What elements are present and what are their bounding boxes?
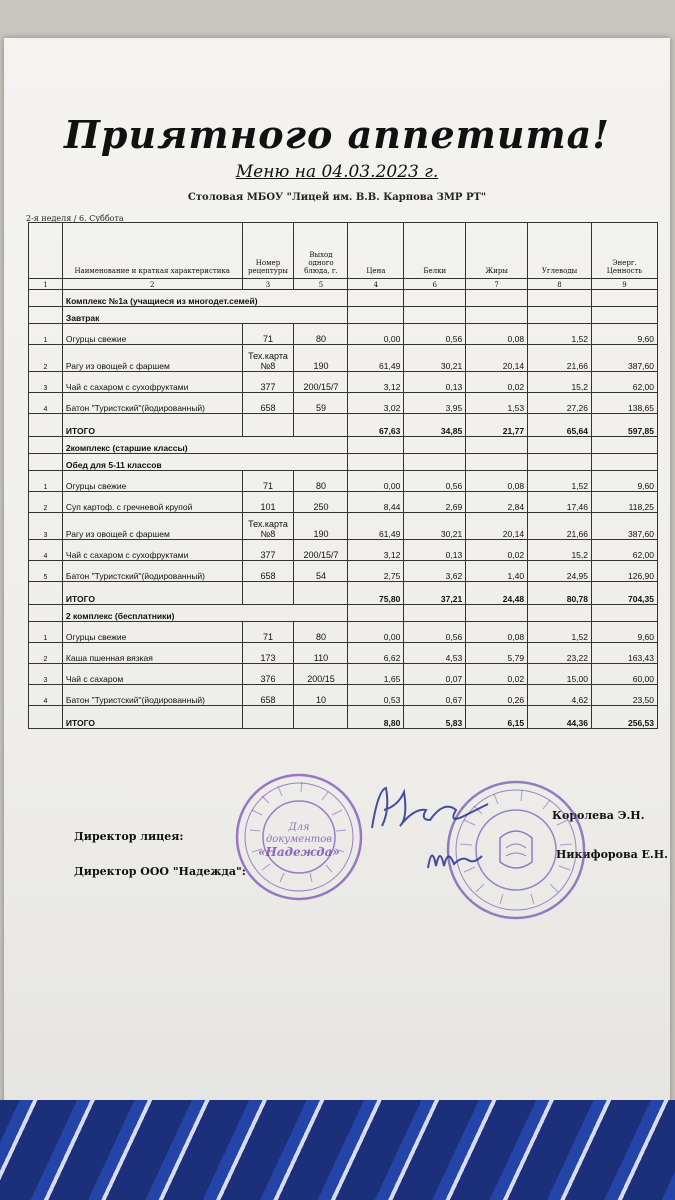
item-fat: 1,53 xyxy=(466,393,528,414)
item-portion: 54 xyxy=(294,561,348,582)
item-price: 0,00 xyxy=(348,622,404,643)
item-number: 1 xyxy=(29,622,63,643)
item-energy: 9,60 xyxy=(592,324,658,345)
item-fat: 0,08 xyxy=(466,622,528,643)
row-index-cell xyxy=(29,605,63,622)
item-energy: 9,60 xyxy=(592,471,658,492)
empty-cell xyxy=(528,605,592,622)
item-name: Чай с сахаром xyxy=(62,664,242,685)
item-price: 0,00 xyxy=(348,324,404,345)
empty-cell xyxy=(348,437,404,454)
item-recipe: 658 xyxy=(242,685,294,706)
item-carbs: 23,22 xyxy=(528,643,592,664)
header-name: Наименование и краткая характеристика xyxy=(62,223,242,279)
page-title: Приятного аппетита! xyxy=(64,112,610,157)
section-complex-title: Комплекс №1а (учащиеся из многодет.семей) xyxy=(62,290,348,307)
empty-cell xyxy=(294,582,348,605)
item-name: Огурцы свежие xyxy=(62,622,242,643)
item-carbs: 15,2 xyxy=(528,540,592,561)
item-fat: 0,02 xyxy=(466,372,528,393)
table-row xyxy=(29,664,658,685)
item-portion: 190 xyxy=(294,345,348,372)
empty-cell xyxy=(528,437,592,454)
total-label: ИТОГО xyxy=(62,706,242,729)
column-number: 1 xyxy=(29,279,63,290)
table-row xyxy=(29,492,658,513)
item-protein: 0,13 xyxy=(404,540,466,561)
section-complex-row xyxy=(29,605,658,622)
section-complex-row xyxy=(29,437,658,454)
total-energy: 256,53 xyxy=(592,706,658,729)
row-index-cell xyxy=(29,437,63,454)
item-fat: 0,08 xyxy=(466,471,528,492)
item-energy: 23,50 xyxy=(592,685,658,706)
empty-cell xyxy=(466,605,528,622)
item-carbs: 17,46 xyxy=(528,492,592,513)
item-price: 0,53 xyxy=(348,685,404,706)
item-number: 1 xyxy=(29,471,63,492)
director-lyceum-name: Королева Э.Н. xyxy=(552,809,645,822)
empty-cell xyxy=(242,582,294,605)
item-energy: 138,65 xyxy=(592,393,658,414)
item-name: Чай с сахаром с сухофруктами xyxy=(62,372,242,393)
column-number: 6 xyxy=(404,279,466,290)
empty-cell xyxy=(348,605,404,622)
column-number-row xyxy=(29,279,658,290)
table-row xyxy=(29,685,658,706)
empty-cell xyxy=(242,706,294,729)
header-price: Цена xyxy=(348,223,404,279)
empty-cell xyxy=(404,605,466,622)
item-price: 8,44 xyxy=(348,492,404,513)
item-number: 2 xyxy=(29,345,63,372)
table-row xyxy=(29,561,658,582)
item-recipe: 71 xyxy=(242,324,294,345)
total-protein: 34,85 xyxy=(404,414,466,437)
item-name: Батон "Туристский"(йодированный) xyxy=(62,685,242,706)
row-index-cell xyxy=(29,706,63,729)
column-number: 9 xyxy=(592,279,658,290)
empty-cell xyxy=(404,437,466,454)
item-carbs: 24,95 xyxy=(528,561,592,582)
empty-cell xyxy=(348,307,404,324)
item-carbs: 27,26 xyxy=(528,393,592,414)
table-header-row xyxy=(29,223,658,279)
header-index xyxy=(29,223,63,279)
total-carbs: 44,36 xyxy=(528,706,592,729)
empty-cell xyxy=(404,454,466,471)
section-complex-row xyxy=(29,290,658,307)
total-protein: 5,83 xyxy=(404,706,466,729)
item-name: Чай с сахаром с сухофруктами xyxy=(62,540,242,561)
total-price: 67,63 xyxy=(348,414,404,437)
item-carbs: 1,52 xyxy=(528,622,592,643)
item-protein: 30,21 xyxy=(404,513,466,540)
total-fat: 21,77 xyxy=(466,414,528,437)
item-fat: 0,26 xyxy=(466,685,528,706)
item-energy: 387,60 xyxy=(592,513,658,540)
item-price: 6,62 xyxy=(348,643,404,664)
item-protein: 0,67 xyxy=(404,685,466,706)
table-row xyxy=(29,643,658,664)
menu-table xyxy=(28,222,658,729)
total-row xyxy=(29,582,658,605)
item-fat: 0,02 xyxy=(466,664,528,685)
item-fat: 20,14 xyxy=(466,513,528,540)
table-row xyxy=(29,471,658,492)
empty-cell xyxy=(294,706,348,729)
total-energy: 704,35 xyxy=(592,582,658,605)
column-number: 2 xyxy=(62,279,242,290)
item-price: 1,65 xyxy=(348,664,404,685)
item-price: 61,49 xyxy=(348,345,404,372)
item-name: Батон "Туристский"(йодированный) xyxy=(62,561,242,582)
item-name: Батон "Туристский"(йодированный) xyxy=(62,393,242,414)
item-name: Огурцы свежие xyxy=(62,471,242,492)
row-index-cell xyxy=(29,582,63,605)
item-price: 3,12 xyxy=(348,372,404,393)
table-row xyxy=(29,393,658,414)
empty-cell xyxy=(404,307,466,324)
total-price: 75,80 xyxy=(348,582,404,605)
item-recipe: 71 xyxy=(242,471,294,492)
item-protein: 0,07 xyxy=(404,664,466,685)
item-number: 2 xyxy=(29,492,63,513)
row-index-cell xyxy=(29,414,63,437)
total-protein: 37,21 xyxy=(404,582,466,605)
item-energy: 62,00 xyxy=(592,540,658,561)
row-index-cell xyxy=(29,290,63,307)
item-energy: 118,25 xyxy=(592,492,658,513)
table-row xyxy=(29,622,658,643)
section-meal-title: Обед для 5-11 классов xyxy=(62,454,348,471)
column-number: 5 xyxy=(294,279,348,290)
empty-cell xyxy=(592,307,658,324)
item-carbs: 1,52 xyxy=(528,324,592,345)
empty-cell xyxy=(592,290,658,307)
item-recipe: 658 xyxy=(242,393,294,414)
empty-cell xyxy=(592,454,658,471)
item-number: 3 xyxy=(29,372,63,393)
item-number: 4 xyxy=(29,393,63,414)
header-fat: Жиры xyxy=(466,223,528,279)
item-carbs: 21,66 xyxy=(528,513,592,540)
empty-cell xyxy=(466,454,528,471)
item-recipe: 377 xyxy=(242,540,294,561)
item-energy: 163,43 xyxy=(592,643,658,664)
table-row xyxy=(29,324,658,345)
item-portion: 200/15 xyxy=(294,664,348,685)
director-lyceum-label: Директор лицея: xyxy=(74,830,184,843)
empty-cell xyxy=(592,437,658,454)
item-number: 2 xyxy=(29,643,63,664)
item-price: 3,12 xyxy=(348,540,404,561)
item-energy: 387,60 xyxy=(592,345,658,372)
item-fat: 5,79 xyxy=(466,643,528,664)
total-row xyxy=(29,414,658,437)
item-portion: 200/15/7 xyxy=(294,540,348,561)
item-number: 4 xyxy=(29,685,63,706)
director-company-name: Никифорова Е.Н. xyxy=(556,848,668,861)
total-carbs: 80,78 xyxy=(528,582,592,605)
total-fat: 24,48 xyxy=(466,582,528,605)
item-carbs: 15,2 xyxy=(528,372,592,393)
item-protein: 0,56 xyxy=(404,471,466,492)
item-carbs: 1,52 xyxy=(528,471,592,492)
item-number: 1 xyxy=(29,324,63,345)
item-portion: 110 xyxy=(294,643,348,664)
item-recipe: 658 xyxy=(242,561,294,582)
item-fat: 0,08 xyxy=(466,324,528,345)
company-stamp xyxy=(232,770,366,904)
item-portion: 190 xyxy=(294,513,348,540)
item-protein: 3,95 xyxy=(404,393,466,414)
item-carbs: 4,62 xyxy=(528,685,592,706)
item-recipe: 173 xyxy=(242,643,294,664)
item-portion: 80 xyxy=(294,622,348,643)
item-number: 3 xyxy=(29,513,63,540)
menu-date-text: Меню на 04.03.2023 г. xyxy=(235,162,439,182)
total-row xyxy=(29,706,658,729)
item-number: 4 xyxy=(29,540,63,561)
section-meal-row xyxy=(29,454,658,471)
row-index-cell xyxy=(29,307,63,324)
stamp-text-1: Для xyxy=(288,822,310,833)
table-row xyxy=(29,372,658,393)
item-protein: 0,56 xyxy=(404,622,466,643)
item-fat: 2,84 xyxy=(466,492,528,513)
column-number: 3 xyxy=(242,279,294,290)
item-protein: 0,56 xyxy=(404,324,466,345)
total-fat: 6,15 xyxy=(466,706,528,729)
signature-company xyxy=(422,838,492,878)
empty-cell xyxy=(466,290,528,307)
item-fat: 0,02 xyxy=(466,540,528,561)
item-number: 5 xyxy=(29,561,63,582)
empty-cell xyxy=(528,454,592,471)
item-number: 3 xyxy=(29,664,63,685)
item-name: Суп картоф. с гречневой крупой xyxy=(62,492,242,513)
item-portion: 80 xyxy=(294,471,348,492)
item-recipe: 71 xyxy=(242,622,294,643)
item-portion: 59 xyxy=(294,393,348,414)
signature-lyceum xyxy=(364,780,494,836)
section-complex-title: 2 комплекс (бесплатники) xyxy=(62,605,348,622)
item-portion: 80 xyxy=(294,324,348,345)
section-meal-row xyxy=(29,307,658,324)
total-carbs: 65,64 xyxy=(528,414,592,437)
column-number: 4 xyxy=(348,279,404,290)
row-index-cell xyxy=(29,454,63,471)
column-number: 7 xyxy=(466,279,528,290)
item-recipe: 377 xyxy=(242,372,294,393)
empty-cell xyxy=(294,414,348,437)
header-portion: Выход одного блюда, г. xyxy=(294,223,348,279)
header-energy: Энерг. Ценность xyxy=(592,223,658,279)
section-meal-title: Завтрак xyxy=(62,307,348,324)
item-protein: 30,21 xyxy=(404,345,466,372)
document-sheet xyxy=(4,38,670,1110)
table-row xyxy=(29,345,658,372)
director-company-label: Директор ООО "Надежда": xyxy=(74,865,246,878)
item-energy: 60,00 xyxy=(592,664,658,685)
item-energy: 126,90 xyxy=(592,561,658,582)
empty-cell xyxy=(348,454,404,471)
item-protein: 3,62 xyxy=(404,561,466,582)
item-carbs: 21,66 xyxy=(528,345,592,372)
item-price: 2,75 xyxy=(348,561,404,582)
item-price: 0,00 xyxy=(348,471,404,492)
column-number: 8 xyxy=(528,279,592,290)
item-recipe: Тех.карта №8 xyxy=(242,513,294,540)
item-recipe: 376 xyxy=(242,664,294,685)
empty-cell xyxy=(528,307,592,324)
item-name: Рагу из овощей с фаршем xyxy=(62,513,242,540)
menu-date xyxy=(4,162,670,182)
item-name: Каша пшенная вязкая xyxy=(62,643,242,664)
item-name: Огурцы свежие xyxy=(62,324,242,345)
item-portion: 10 xyxy=(294,685,348,706)
item-portion: 200/15/7 xyxy=(294,372,348,393)
table-row xyxy=(29,513,658,540)
item-recipe: Тех.карта №8 xyxy=(242,345,294,372)
item-name: Рагу из овощей с фаршем xyxy=(62,345,242,372)
header-recipe: Номер рецептуры xyxy=(242,223,294,279)
total-price: 8,80 xyxy=(348,706,404,729)
item-portion: 250 xyxy=(294,492,348,513)
menu-table-body xyxy=(29,223,658,729)
item-fat: 20,14 xyxy=(466,345,528,372)
item-price: 3,02 xyxy=(348,393,404,414)
empty-cell xyxy=(466,437,528,454)
item-fat: 1,40 xyxy=(466,561,528,582)
week-day-label: 2-я неделя / 6. Суббота xyxy=(26,214,124,223)
stamp-text-3: «Надежда» xyxy=(258,845,340,859)
empty-cell xyxy=(404,290,466,307)
item-energy: 62,00 xyxy=(592,372,658,393)
empty-cell xyxy=(528,290,592,307)
section-complex-title: 2комплекс (старшие классы) xyxy=(62,437,348,454)
empty-cell xyxy=(242,414,294,437)
empty-cell xyxy=(592,605,658,622)
item-protein: 0,13 xyxy=(404,372,466,393)
background-fabric xyxy=(0,1100,675,1200)
item-protein: 4,53 xyxy=(404,643,466,664)
item-energy: 9,60 xyxy=(592,622,658,643)
item-carbs: 15,00 xyxy=(528,664,592,685)
empty-cell xyxy=(348,290,404,307)
header-carbs: Углеводы xyxy=(528,223,592,279)
item-protein: 2,69 xyxy=(404,492,466,513)
organization-name: Столовая МБОУ "Лицей им. В.В. Карпова ЗМР РТ" xyxy=(187,192,487,203)
item-price: 61,49 xyxy=(348,513,404,540)
empty-cell xyxy=(466,307,528,324)
table-row xyxy=(29,540,658,561)
header-protein: Белки xyxy=(404,223,466,279)
total-label: ИТОГО xyxy=(62,414,242,437)
total-energy: 597,85 xyxy=(592,414,658,437)
total-label: ИТОГО xyxy=(62,582,242,605)
item-recipe: 101 xyxy=(242,492,294,513)
stamp-text-2: документов xyxy=(265,834,333,845)
